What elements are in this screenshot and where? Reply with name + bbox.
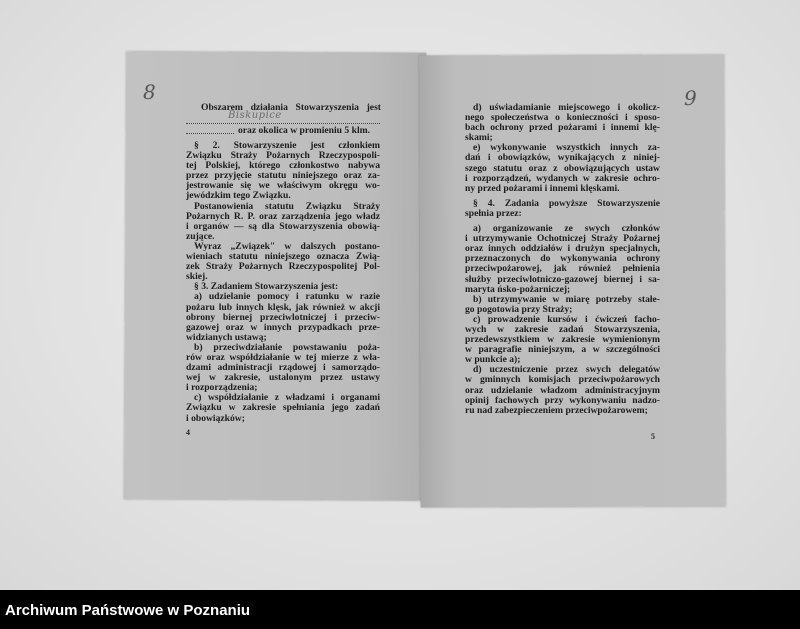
- text-line: d) uświadamianie miejscowego i okolicz-: [473, 102, 660, 113]
- text-line: tej Polskiej, którego członkostwo nabywa: [186, 160, 380, 172]
- text-line: i utrzymywanie Ochotniczej Straży Pożarnej: [465, 233, 660, 245]
- text-line: i rozporządzeń, wydanych w zakresie ochro-: [465, 172, 660, 184]
- left-page-text: [186, 141, 380, 424]
- text-line: przedewszystkiem w zakresie wymienionym: [465, 334, 660, 346]
- text-line: a) udzielanie pomocy i ratunku w razie: [194, 291, 380, 303]
- text-line: w punkcie a);: [465, 354, 521, 366]
- text-line: b) utrzymywanie w miarę potrzeby stałe-: [473, 293, 660, 305]
- fill-line: [186, 133, 234, 134]
- text-line: e) wykonywanie wszystkich innych za-: [473, 142, 660, 154]
- text-line: zek Straży Pożarnych Rzeczypospolitej Pol-: [186, 261, 380, 273]
- text-line: jestrowanie się we właściwym okręgu wo-: [186, 180, 380, 192]
- text-line: § 2. Stowarzyszenie jest członkiem: [194, 140, 380, 151]
- text-line: skiej.: [186, 271, 208, 283]
- text-line: ru nad zabezpieczeniem przeciwpożarowem;: [465, 404, 648, 416]
- text-line: szego statutu oraz z obowiązujących ustaw: [465, 162, 660, 174]
- text-line: i organów — są dla Stowarzyszenia obowią-: [186, 220, 380, 232]
- text-line: maryta ńsko-pożarniczej;: [465, 283, 571, 295]
- text-line: Postanowienia statutu Związku Straży: [194, 200, 380, 212]
- text-line: widzianych ustawą;: [186, 331, 267, 343]
- text-line: zujące.: [186, 230, 215, 242]
- text-line: wych w zakresie zadań Stowarzyszenia,: [465, 323, 660, 335]
- text-line: oraz innych oddziałów i drużyn specjalnych,: [465, 243, 660, 255]
- text-line: przez przyjęcie statutu niniejszego oraz za-: [186, 170, 380, 182]
- text-line: dzami administracji rządowej i samorządo-: [186, 362, 380, 374]
- text-line: c) współdziałanie z władzami i organami: [194, 392, 380, 404]
- text-line: Wyraz „Związek" w dalszych postano-: [194, 240, 380, 252]
- text-line: i obowiązków;: [186, 412, 245, 424]
- text-line: ny przed pożarami i innemi klęskami.: [465, 182, 620, 194]
- text-line: opinij fachowych przy wykonywaniu nadzo-: [465, 394, 660, 406]
- text-line: skami;: [465, 132, 493, 144]
- text-line: c) prowadzenie kursów i ćwiczeń facho-: [473, 313, 660, 325]
- text-line: przeznaczonych do wykonywania ochrony: [465, 253, 660, 265]
- page-number-left: 4: [186, 428, 190, 437]
- text-line: służby przeciwlotniczo-gazowej biernej i sa-: [465, 273, 660, 285]
- text-line: jewódzkim tego Związku.: [186, 190, 291, 202]
- page-number-right: 5: [651, 432, 655, 441]
- text-line: Związku w zakresie spełniania jego zadań: [186, 402, 380, 414]
- archive-caption: Archiwum Państwowe w Poznaniu: [5, 602, 251, 619]
- text-line: pożaru lub innych klęsk, jak również w akcji: [186, 301, 380, 313]
- text-line: b) przeciwdziałanie powstawaniu poża-: [194, 341, 380, 353]
- text-line: oraz udzielanie władzom administracyjnym: [465, 384, 660, 396]
- text-line: a) organizowanie ze swych członków: [473, 223, 660, 235]
- text-line: go pogotowia przy Straży;: [465, 303, 573, 315]
- text-line: § 3. Zadaniem Stowarzyszenia jest:: [194, 281, 339, 293]
- text-line: obrony biernej przeciwlotniczej i przeciw-: [186, 311, 380, 323]
- text-line: wieniach statutu niniejszego oznacza Zwią-: [186, 251, 380, 263]
- text-line: i rozporządzenia;: [186, 382, 258, 394]
- text-line: rów oraz współdziałanie w tej mierze z wła-: [186, 351, 380, 363]
- text-line: gazowej oraz w innych przypadkach prze-: [186, 321, 380, 333]
- right-page-text: [465, 103, 660, 416]
- text-line: § 4. Zadania powyższe Stowarzyszenie: [473, 197, 660, 209]
- text-line: w gminnych komisjach przeciwpożarowych: [465, 374, 660, 386]
- area-line: oraz okolica w promieniu 5 klm.: [238, 125, 371, 136]
- text-line: przeciwpożarowej, jak również pełnienia: [465, 263, 660, 275]
- text-line: bach ochrony przed pożarami i innemi klę-: [465, 122, 660, 134]
- area-heading: Obszarem działania Stowarzyszenia jest: [201, 102, 381, 113]
- text-line: wej w zakresie, ustalonym przez ustawy: [186, 372, 380, 384]
- text-line: Związku Straży Pożarnych Rzeczypospoli-: [186, 150, 380, 162]
- handwritten-place: Biskupice: [228, 110, 282, 121]
- handwritten-page-number-right: 9: [684, 86, 697, 110]
- footer-bar: [0, 590, 800, 629]
- text-line: dań i obowiązków, wynikających z niniej-: [465, 152, 660, 164]
- text-line: nego społeczeństwa o konieczności i sposo-: [465, 112, 660, 124]
- text-line: d) uczestniczenie przez swych delegatów: [473, 364, 660, 376]
- fill-line: [186, 123, 380, 124]
- text-line: Pożarnych R. P. oraz zarządzenia jego władz: [186, 210, 380, 222]
- text-line: spełnia przez:: [465, 207, 522, 219]
- handwritten-page-number-left: 8: [143, 80, 156, 104]
- text-line: w paragrafie niniejszym, a w szczególności: [465, 344, 660, 356]
